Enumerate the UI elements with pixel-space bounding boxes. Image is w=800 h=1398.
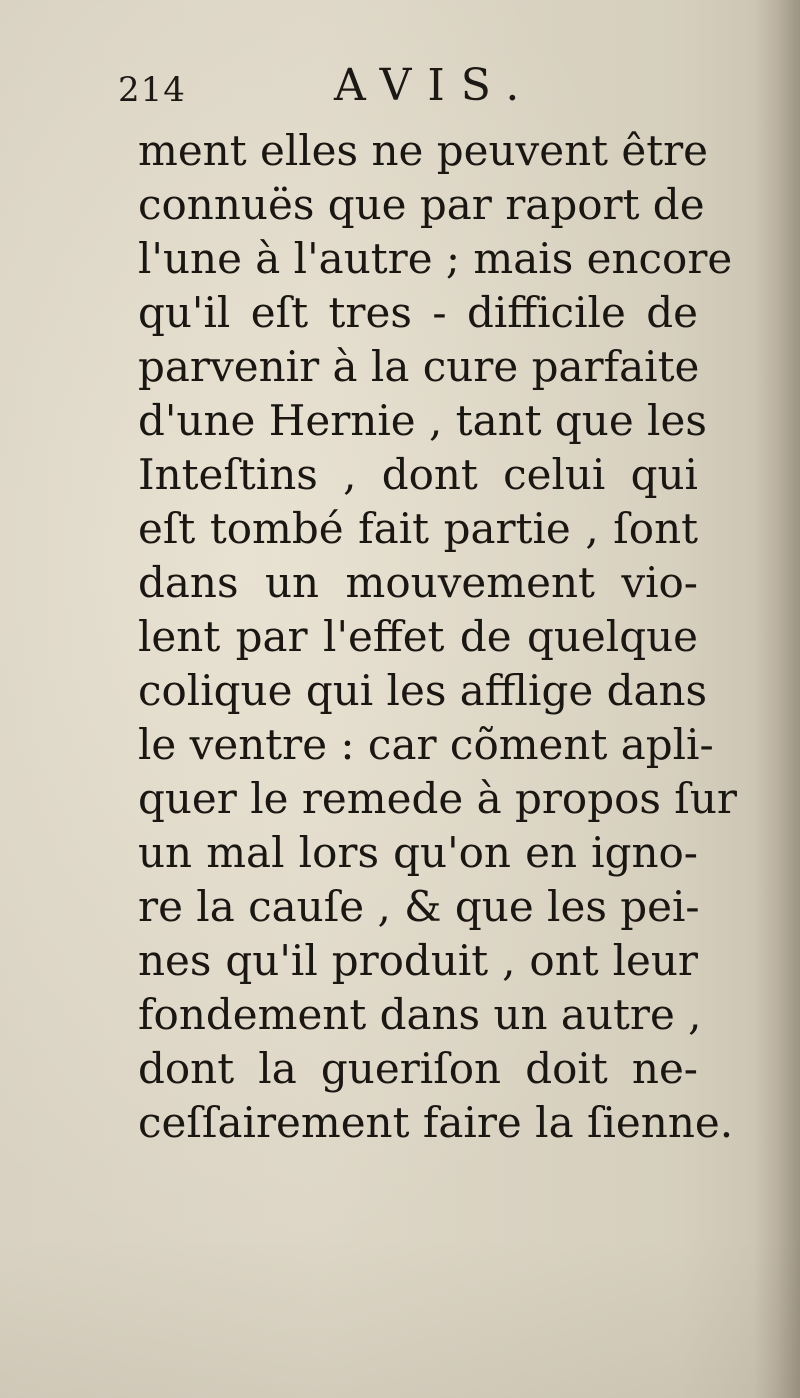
text-line: parvenir à la cure parfaite	[138, 342, 700, 391]
text-line: l'une à l'autre ; mais encore	[138, 234, 733, 283]
text-line: ceſſairement faire la ſienne.	[138, 1098, 734, 1147]
text-line: le ventre : car cõment apli-	[138, 720, 714, 769]
body-text	[138, 124, 737, 1150]
page-shading	[0, 1238, 800, 1398]
text-line: qu'il eſt tres - difficile de	[138, 288, 698, 337]
text-line: ment elles ne peuvent être	[138, 126, 709, 175]
text-line: connuës que par raport de	[138, 180, 705, 229]
spine-shadow	[754, 0, 800, 1398]
page-number: 214	[118, 70, 186, 110]
text-line: quer le remede à propos ſur	[138, 774, 737, 823]
text-line: dont la gueriſon doit ne-	[138, 1044, 698, 1093]
text-line: dans un mouvement vio-	[138, 558, 698, 607]
text-line: colique qui les afflige dans	[138, 666, 708, 715]
running-head: AVIS.	[334, 60, 536, 111]
text-line: Inteſtins , dont celui qui	[138, 450, 698, 499]
page-header	[118, 56, 678, 116]
text-line: un mal lors qu'on en igno-	[138, 828, 698, 877]
text-line: fondement dans un autre ,	[138, 990, 702, 1039]
text-line: re la cauſe , & que les pei-	[138, 882, 700, 931]
text-line: nes qu'il produit , ont leur	[138, 936, 698, 985]
text-line: eſt tombé fait partie , ſont	[138, 504, 698, 553]
text-line: lent par l'effet de quelque	[138, 612, 698, 661]
text-line: d'une Hernie , tant que les	[138, 396, 707, 445]
